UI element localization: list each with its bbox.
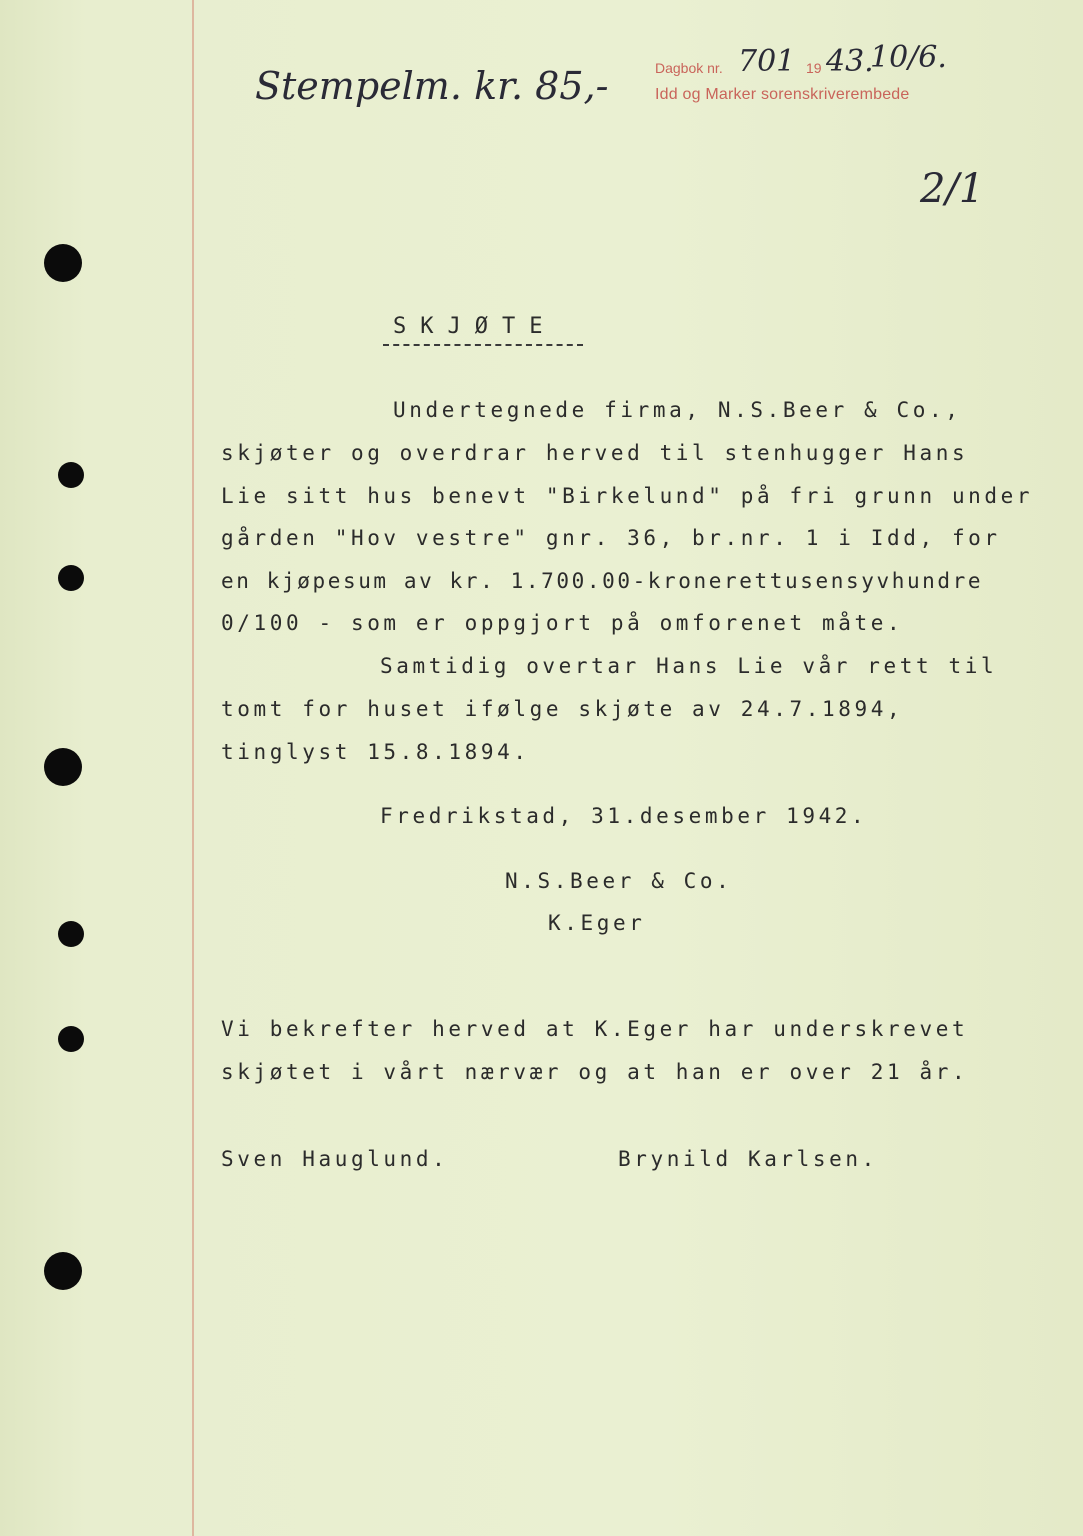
year-suffix: 43.: [826, 44, 874, 79]
punch-hole: [58, 921, 84, 947]
body-line: gården "Hov vestre" gnr. 36, br.nr. 1 i Idd, for: [221, 526, 1001, 550]
witness-1: Sven Hauglund.: [221, 1147, 449, 1171]
signer-name: K.Eger: [548, 911, 646, 935]
dagbok-label: Dagbok nr.: [655, 60, 723, 76]
body-line: Samtidig overtar Hans Lie vår rett til: [380, 654, 998, 678]
dagbok-number: 701: [738, 44, 796, 79]
office-stamp: Idd og Marker sorenskriverembede: [655, 86, 910, 103]
registration-date: 10/6.: [870, 40, 947, 75]
year-prefix: 19: [806, 60, 822, 76]
punch-hole: [58, 462, 84, 488]
punch-hole: [44, 244, 82, 282]
stamp-fee-handwritten: Stempelm. kr. 85,-: [255, 64, 609, 108]
witness-statement: skjøtet i vårt nærvær og at han er over 21 år.: [221, 1060, 969, 1084]
place-date: Fredrikstad, 31.desember 1942.: [380, 804, 868, 828]
punch-hole: [58, 1026, 84, 1052]
body-line: Undertegnede firma, N.S.Beer & Co.,: [393, 398, 962, 422]
title-underline: [383, 344, 583, 346]
body-line: tomt for huset ifølge skjøte av 24.7.1894,: [221, 697, 904, 721]
punch-hole: [58, 565, 84, 591]
witness-statement: Vi bekrefter herved at K.Eger har underskrevet: [221, 1017, 969, 1041]
initials-handwritten: 2/1: [920, 166, 985, 212]
witness-2: Brynild Karlsen.: [618, 1147, 878, 1171]
body-line: en kjøpesum av kr. 1.700.00-kronerettusensyvhundre: [221, 569, 984, 593]
firm-signature: N.S.Beer & Co.: [505, 869, 733, 893]
margin-rule: [192, 0, 194, 1536]
body-line: skjøter og overdrar herved til stenhugger Hans: [221, 441, 969, 465]
body-line: 0/100 - som er oppgjort på omforenet måte.: [221, 611, 904, 635]
punch-hole: [44, 1252, 82, 1290]
document-title: SKJØTE: [393, 314, 557, 339]
punch-hole: [44, 748, 82, 786]
body-line: Lie sitt hus benevt "Birkelund" på fri grunn under: [221, 484, 1034, 508]
body-line: tinglyst 15.8.1894.: [221, 740, 530, 764]
